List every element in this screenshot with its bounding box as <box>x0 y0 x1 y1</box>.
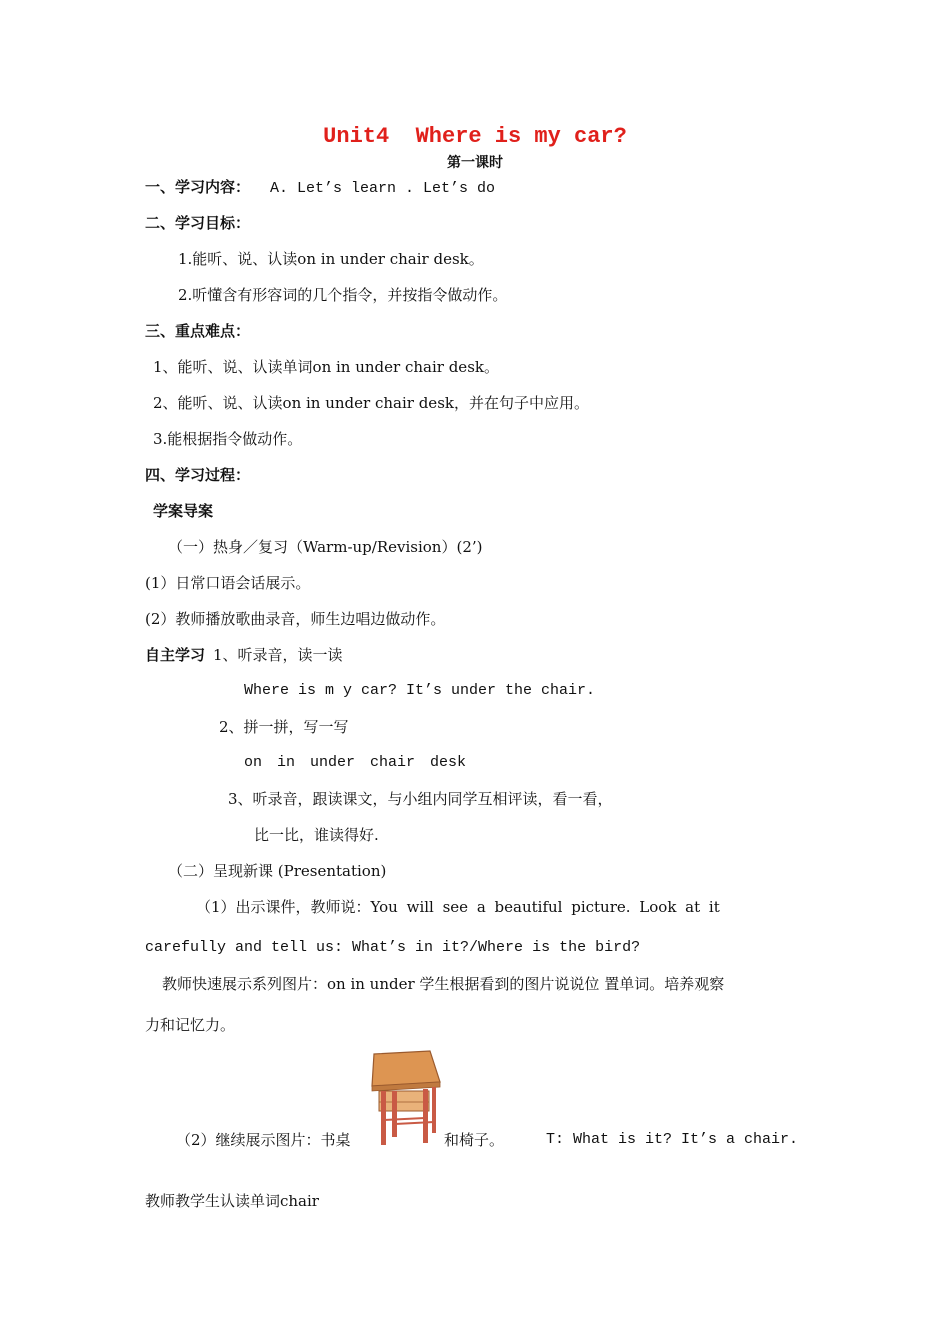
self-study-words: on in under chair desk <box>244 754 467 771</box>
presentation-text: T: What is it? It’s a chair. <box>546 1131 799 1148</box>
presentation-paragraph: 教师快速展示系列图片：on in under 学生根据看到的图片说说位 置单词。培养观察 <box>162 975 725 993</box>
presentation-image-row <box>176 1130 799 1150</box>
presentation-paragraph: 教师教学生认读单词chair <box>145 1192 319 1210</box>
goal-item: 1.能听、说、认读on in under chair desk。 <box>178 250 484 268</box>
warmup-heading: （一）热身／复习（Warm-up/Revision）(2’) <box>168 538 483 556</box>
presentation-text: 和椅子。 <box>444 1131 505 1149</box>
self-study-row <box>145 645 343 665</box>
section-label: 四、学习过程： <box>145 466 251 484</box>
self-study-step-continued: 比一比，谁读得好. <box>254 826 379 844</box>
section-label: 一、学习内容： <box>145 178 251 196</box>
section-text: A. Let’s learn . Let’s do <box>270 180 496 197</box>
warmup-item: (1）日常口语会话展示。 <box>145 574 311 592</box>
presentation-text: （2）继续展示图片：书桌 <box>176 1131 351 1149</box>
goal-item: 2.听懂含有形容词的几个指令，并按指令做动作。 <box>178 286 508 304</box>
guide-heading: 学案导案 <box>153 502 214 520</box>
self-study-step: 1、听录音，读一读 <box>213 646 343 664</box>
self-study-step: 3、听录音，跟读课文，与小组内同学互相评读，看一看， <box>228 790 613 808</box>
key-point-item: 3.能根据指令做动作。 <box>153 430 303 448</box>
section-label: 二、学习目标： <box>145 214 251 232</box>
self-study-sentence: Where is m y car? It’s under the chair. <box>244 682 596 699</box>
key-point-item: 2、能听、说、认读on in under chair desk，并在句子中应用。 <box>153 394 589 412</box>
presentation-paragraph: 力和记忆力。 <box>145 1016 236 1034</box>
key-point-item: 1、能听、说、认读单词on in under chair desk。 <box>153 358 499 376</box>
section-label: 三、重点难点： <box>145 322 251 340</box>
page-title: Unit4 Where is my car? <box>323 124 627 149</box>
lesson-subtitle: 第一课时 <box>447 155 503 171</box>
warmup-item: (2）教师播放歌曲录音，师生边唱边做动作。 <box>145 610 446 628</box>
desk-chair-illustration-icon <box>368 1050 442 1146</box>
presentation-paragraph: carefully and tell us: What’s in it?/Where is the bird? <box>145 939 641 956</box>
self-study-step: 2、拼一拼，写一写 <box>219 718 349 736</box>
section-content-row <box>145 177 495 199</box>
presentation-paragraph: （1）出示课件，教师说：You will see a beautiful picture. Look at it <box>196 898 720 916</box>
presentation-heading: （二）呈现新课 (Presentation) <box>168 862 387 880</box>
self-study-label: 自主学习 <box>145 646 206 664</box>
